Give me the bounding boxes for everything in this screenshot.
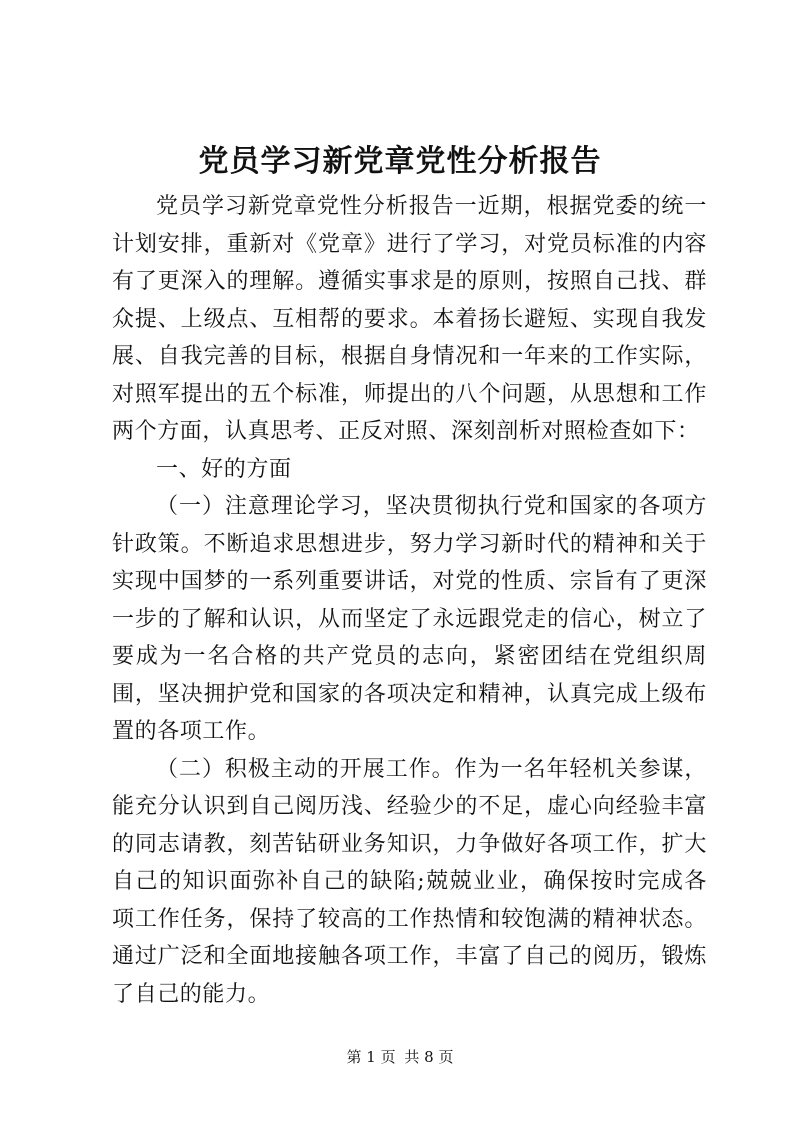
paragraph-active-work: （二）积极主动的开展工作。作为一名年轻机关参谋，能充分认识到自己阅历浅、经验少的不足，虚心向经验丰富的同志请教，刻苦钻研业务知识，力争做好各项工作，扩大自己的知识面弥补自己的缺陷;兢兢业业，确保按时完成各项工作任务，保持了较高的工作热情和较饱满的精神状态。通过广泛和全面地接触各项工作，丰富了自己的阅历，锻炼了自己的能力。	[112, 756, 707, 1007]
document-title: 党员学习新党章党性分析报告	[198, 144, 602, 179]
paragraph-theory-study: （一）注意理论学习，坚决贯彻执行党和国家的各项方针政策。不断追求思想进步，努力学习新时代的精神和关于实现中国梦的一系列重要讲话，对党的性质、宗旨有了更深一步的了解和认识，从而坚定了永远跟党走的信心，树立了要成为一名合格的共产党员的志向，紧密团结在党组织周围，坚决拥护党和国家的各项决定和精神，认真完成上级布置的各项工作。	[112, 494, 707, 744]
paragraph-intro: 党员学习新党章党性分析报告一近期，根据党委的统一计划安排，重新对《党章》进行了学习，对党员标准的内容有了更深入的理解。遵循实事求是的原则，按照自己找、群众提、上级点、互相帮的要求。本着扬长避短、实现自我发展、自我完善的目标，根据自身情况和一年来的工作实际，对照军提出的五个标准，师提出的八个问题，从思想和工作两个方面，认真思考、正反对照、深刻剖析对照检查如下：	[112, 194, 707, 444]
section-heading-good-aspects: 一、好的方面	[156, 456, 292, 482]
document-body	[112, 188, 707, 1013]
page-number: 第 1 页	[346, 1048, 396, 1066]
page-footer	[0, 1047, 800, 1067]
total-pages: 共 8 页	[404, 1048, 454, 1066]
